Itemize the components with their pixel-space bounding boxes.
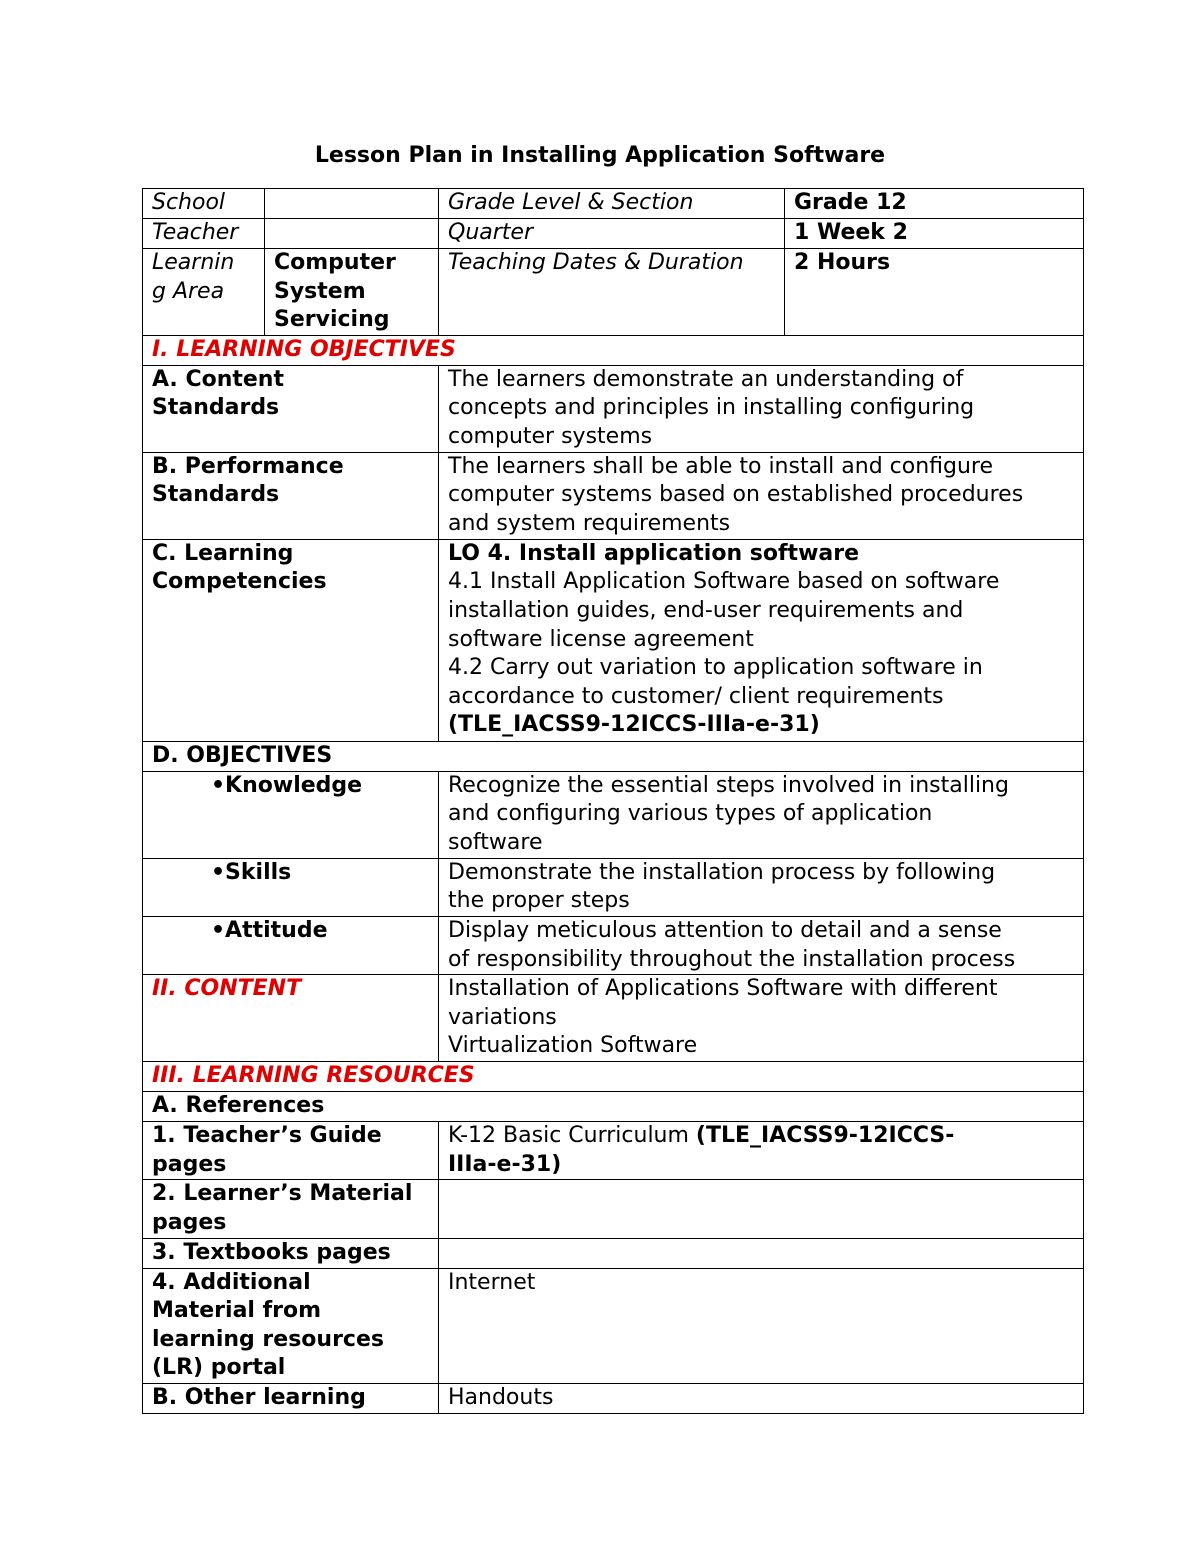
section-learning-resources: III. LEARNING RESOURCES [143,1062,1084,1092]
references-heading: A. References [143,1092,1084,1122]
teachers-guide-label [143,1122,439,1180]
label-line: learning resources [152,1326,384,1352]
label-line: 1. Teacher’s Guide [152,1123,382,1149]
references-row [143,1092,1084,1122]
teaching-dates-label: Teaching Dates & Duration [439,249,785,336]
knowledge-label: •Knowledge [143,771,439,858]
label-line: Competencies [152,569,327,595]
text-line: and system requirements [448,510,731,536]
knowledge-row [143,771,1084,858]
text-line: software [448,829,543,855]
school-row [143,189,1084,219]
text-line: Installation of Applications Software with different [448,976,998,1002]
textbooks-value [439,1238,1084,1268]
performance-standards-text [439,452,1084,539]
label-line: Standards [152,482,280,508]
text-line: the proper steps [448,888,630,914]
label-line: (LR) portal [152,1355,286,1381]
teacher-row [143,219,1084,249]
text-line: The learners shall be able to install and configure [448,453,994,479]
performance-standards-row [143,452,1084,539]
competency-heading: LO 4. Install application software [448,540,860,566]
competency-code: (TLE_IACSS9-12ICCS-IIIa-e-31) [448,712,820,738]
text-line: 4.1 Install Application Software based on software [448,569,1000,595]
label-line: pages [152,1209,227,1235]
tg-code-line: IIIa-e-31) [448,1151,562,1177]
grade-label: Grade Level & Section [439,189,785,219]
text-line: accordance to customer/ client requirements [448,683,944,709]
learning-area-label-line: g Area [152,278,225,304]
text-line: and configuring various types of application [448,801,933,827]
text-line: computer systems [448,423,653,449]
performance-standards-label [143,452,439,539]
quarter-label: Quarter [439,219,785,249]
lr-portal-value: Internet [439,1268,1084,1383]
quarter-value: 1 Week 2 [785,219,1084,249]
content-standards-row [143,365,1084,452]
teacher-label: Teacher [143,219,265,249]
text-line: installation guides, end-user requirements and [448,597,964,623]
text-line: software license agreement [448,626,754,652]
text-line: 4.2 Carry out variation to application software in [448,655,983,681]
learners-material-row [143,1180,1084,1238]
section-resources-row [143,1062,1084,1092]
attitude-text [439,916,1084,974]
attitude-row [143,916,1084,974]
learning-area-value-line: Servicing [274,307,390,333]
label-line: C. Learning [152,540,294,566]
content-standards-label [143,365,439,452]
content-row [143,975,1084,1062]
learning-competencies-row [143,539,1084,741]
other-learning-value: Handouts [439,1383,1084,1413]
learning-area-value-line: Computer [274,250,396,275]
label-line: pages [152,1151,227,1177]
skills-text [439,858,1084,916]
objectives-heading-row [143,741,1084,771]
text-line: Display meticulous attention to detail and a sense [448,917,1002,943]
tg-plain: K-12 Basic Curriculum [448,1123,696,1149]
page-title: Lesson Plan in Installing Application Software [314,143,886,168]
knowledge-text [439,771,1084,858]
learning-area-value [265,249,439,336]
text-line: variations [448,1004,557,1030]
textbooks-label: 3. Textbooks pages [143,1238,439,1268]
text-line: computer systems based on established procedures [448,482,1024,508]
learning-competencies-text [439,539,1084,741]
text-line: Recognize the essential steps involved in installing [448,772,1009,798]
text-line: Demonstrate the installation process by following [448,859,996,885]
section-content: II. CONTENT [143,975,439,1062]
teaching-dates-value: 2 Hours [785,249,1084,336]
school-label: School [143,189,265,219]
teachers-guide-row [143,1122,1084,1180]
textbooks-row [143,1238,1084,1268]
label-line: Material from [152,1298,322,1324]
objectives-heading: D. OBJECTIVES [143,741,1084,771]
learning-area-row [143,249,1084,336]
lesson-plan-table [142,188,1084,1414]
learning-competencies-label [143,539,439,741]
other-learning-label: B. Other learning [143,1383,439,1413]
text-line: concepts and principles in installing configuring [448,395,975,421]
attitude-label: •Attitude [143,916,439,974]
teacher-value [265,219,439,249]
text-line: of responsibility throughout the installation process [448,946,1016,972]
tg-code: (TLE_IACSS9-12ICCS- [695,1123,955,1149]
grade-value: Grade 12 [785,189,1084,219]
section-learning-objectives: I. LEARNING OBJECTIVES [143,335,1084,365]
learning-area-label [143,249,265,336]
teachers-guide-value [439,1122,1084,1180]
skills-row [143,858,1084,916]
label-line: 4. Additional [152,1269,311,1295]
learners-material-label [143,1180,439,1238]
lr-portal-label [143,1268,439,1383]
label-line: A. Content [152,366,284,392]
content-standards-text [439,365,1084,452]
learning-area-label-line: Learnin [152,250,235,275]
lr-portal-row [143,1268,1084,1383]
learners-material-value [439,1180,1084,1238]
section-objectives-row [143,335,1084,365]
content-text [439,975,1084,1062]
label-line: Standards [152,395,280,421]
text-line: Virtualization Software [448,1033,698,1059]
learning-area-value-line: System [274,278,366,304]
label-line: 2. Learner’s Material [152,1181,413,1207]
school-value [265,189,439,219]
text-line: The learners demonstrate an understanding of [448,366,964,392]
label-line: B. Performance [152,453,344,479]
skills-label: •Skills [143,858,439,916]
other-learning-row [143,1383,1084,1413]
